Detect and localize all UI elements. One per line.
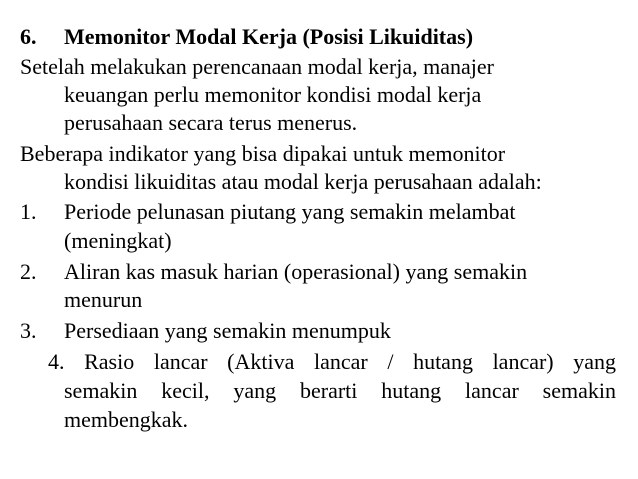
heading-title: Memonitor Modal Kerja (Posisi Likuiditas): [64, 24, 474, 49]
heading-number: 6.: [20, 24, 37, 49]
paragraph1-line2: keuangan perlu memonitor kondisi modal kerja: [64, 82, 482, 107]
paragraph1-line3: perusahaan secara terus menerus.: [64, 110, 358, 135]
paragraph2-line2: kondisi likuiditas atau modal kerja perusahaan adalah:: [64, 169, 542, 194]
list-item4-line2: semakin kecil, yang berarti hutang lancar semakin: [64, 378, 616, 403]
list-item4-line1: 4. Rasio lancar (Aktiva lancar / hutang lancar) yang: [48, 349, 616, 374]
paragraph2-line1: Beberapa indikator yang bisa dipakai untuk memonitor: [20, 141, 506, 166]
paragraph1-line1: Setelah melakukan perencanaan modal kerja, manajer: [20, 54, 494, 79]
list-item2-number: 2.: [20, 259, 37, 284]
list-item1-number: 1.: [20, 199, 37, 224]
list-item1-line2: (meningkat): [64, 228, 172, 253]
list-item4-line3: membengkak.: [64, 407, 189, 432]
list-item2-line2: menurun: [64, 287, 143, 312]
list-item3-line1: Persediaan yang semakin menumpuk: [64, 318, 391, 343]
list-item3-number: 3.: [20, 318, 37, 343]
list-item1-line1: Periode pelunasan piutang yang semakin melambat: [64, 199, 516, 224]
list-item2-line1: Aliran kas masuk harian (operasional) yang semakin: [64, 259, 528, 284]
